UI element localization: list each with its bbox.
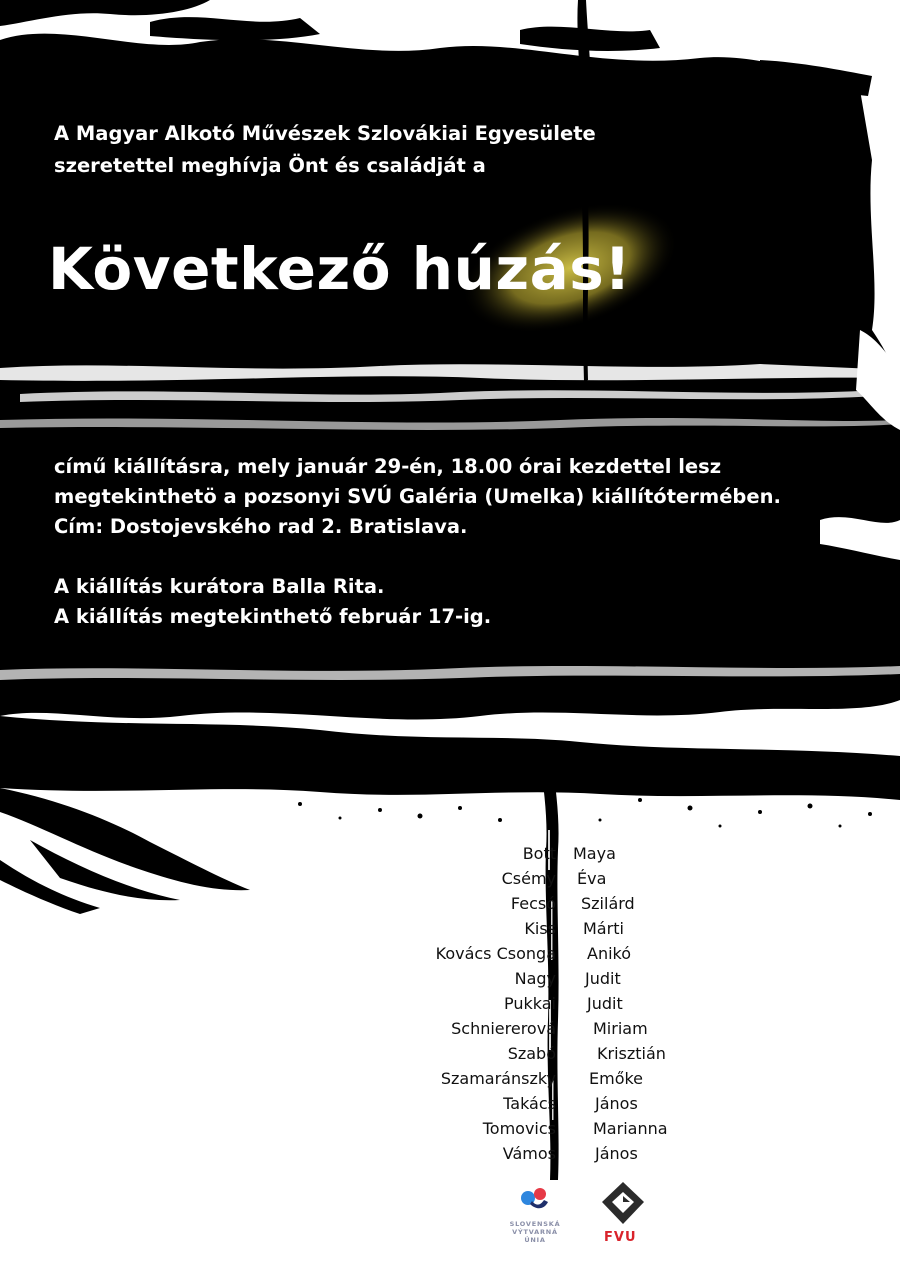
- exhibitor-row: [0, 1144, 900, 1169]
- exhibitor-surname: Pukkai: [503, 994, 556, 1013]
- exhibitor-firstname: Miriam: [593, 1019, 648, 1038]
- exhibitor-surname: Tomovics: [482, 1119, 556, 1138]
- intro-line-1: A Magyar Alkotó Művészek Szlovákiai Egyesülete: [54, 122, 596, 145]
- exhibitor-row: [0, 869, 900, 894]
- exhibitor-surname: Bott: [522, 844, 556, 863]
- exhibitor-row: [0, 919, 900, 944]
- info-line-4: A kiállítás kurátora Balla Rita.: [54, 575, 385, 598]
- exhibitor-firstname: Judit: [585, 969, 621, 988]
- svu-text-line-2: VÝTVARNÁ: [512, 1228, 558, 1236]
- exhibitor-firstname: Krisztián: [597, 1044, 666, 1063]
- exhibition-info: [54, 452, 781, 632]
- fvu-logo-text: FVU: [604, 1230, 637, 1245]
- exhibitor-surname: Szamaránszky: [440, 1069, 556, 1088]
- logos: [500, 1180, 660, 1250]
- exhibitor-surname: Kovács Csonga: [435, 944, 556, 963]
- exhibitor-row: [0, 994, 900, 1019]
- info-line-2: megtekinthetö a pozsonyi SVÚ Galéria (Umelka) kiállítótermében.: [54, 485, 781, 508]
- intro-text: [54, 118, 596, 182]
- info-line-1: című kiállításra, mely január 29-én, 18.00 órai kezdettel lesz: [54, 455, 722, 478]
- exhibitor-surname: Nagy: [514, 969, 556, 988]
- exhibitor-firstname: Éva: [577, 869, 607, 888]
- info-line-3: Cím: Dostojevského rad 2. Bratislava.: [54, 515, 468, 538]
- exhibitor-surname: Szabó: [507, 1044, 556, 1063]
- exhibition-title: Következő húzás!: [48, 235, 632, 303]
- exhibitor-row: [0, 969, 900, 994]
- exhibitor-firstname: Márti: [583, 919, 624, 938]
- exhibitor-row: [0, 944, 900, 969]
- info-spacer: [54, 542, 781, 572]
- exhibitor-row: [0, 1019, 900, 1044]
- exhibitor-surname: Schniererová: [451, 1019, 556, 1038]
- exhibitor-surname: Kiss: [524, 919, 556, 938]
- exhibitor-row: [0, 1044, 900, 1069]
- exhibitor-firstname: János: [595, 1144, 638, 1163]
- exhibitor-row: [0, 1119, 900, 1144]
- exhibitor-firstname: Maya: [573, 844, 616, 863]
- svu-text-line-3: ÚNIA: [524, 1236, 546, 1244]
- svu-text-line-1: SLOVENSKÁ: [509, 1220, 561, 1228]
- exhibitor-row: [0, 1069, 900, 1094]
- exhibitor-row: [0, 844, 900, 869]
- exhibitor-firstname: Anikó: [587, 944, 632, 963]
- exhibitor-firstname: Judit: [587, 994, 623, 1013]
- exhibitor-surname: Csémy: [501, 869, 556, 888]
- info-line-5: A kiállítás megtekinthető február 17-ig.: [54, 605, 492, 628]
- exhibitor-firstname: Marianna: [593, 1119, 668, 1138]
- exhibitor-row: [0, 1094, 900, 1119]
- exhibitor-row: [0, 894, 900, 919]
- exhibitor-surname: Vámos: [502, 1144, 556, 1163]
- intro-line-2: szeretettel meghívja Önt és családját a: [54, 154, 486, 177]
- exhibitor-surname: Takács: [503, 1094, 556, 1113]
- exhibitors-label: Kiállítók:: [512, 722, 577, 740]
- exhibitor-firstname: Szilárd: [581, 894, 635, 913]
- exhibitor-firstname: Emőke: [589, 1069, 644, 1088]
- exhibitor-surname: Fecsó: [510, 894, 556, 913]
- svu-logo-text: [504, 1220, 566, 1244]
- exhibitor-firstname: János: [595, 1094, 638, 1113]
